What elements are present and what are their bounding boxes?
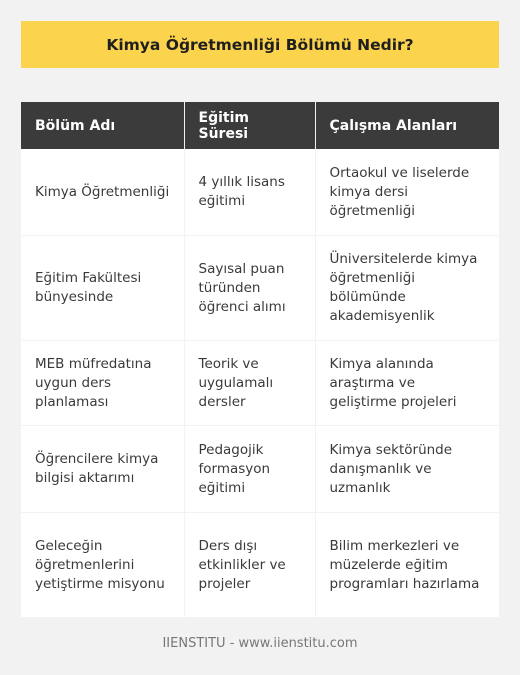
table-cell: Pedagojik formasyon eğitimi [184,426,315,513]
table-cell: Bilim merkezleri ve müzelerde eğitim programları hazırlama [315,513,499,618]
table-row [21,341,499,426]
table-cell: MEB müfredatına uygun ders planlaması [21,341,184,426]
table-cell: Kimya Öğretmenliği [21,149,184,236]
table-cell: Ders dışı etkinlikler ve projeler [184,513,315,618]
table-cell: 4 yıllık lisans eğitimi [184,149,315,236]
table-row [21,236,499,341]
header-bolum-adi: Bölüm Adı [21,102,184,149]
table-cell: Öğrencilere kimya bilgisi aktarımı [21,426,184,513]
table-row [21,149,499,236]
header-egitim-suresi: Eğitim Süresi [184,102,315,149]
table-cell: Kimya alanında araştırma ve geliştirme projeleri [315,341,499,426]
table-cell: Kimya sektöründe danışmanlık ve uzmanlık [315,426,499,513]
page-title: Kimya Öğretmenliği Bölümü Nedir? [106,35,414,54]
info-table [21,102,499,618]
table-cell: Sayısal puan türünden öğrenci alımı [184,236,315,341]
table-header-row [21,102,499,149]
footer-credit: IIENSTITU - www.iienstitu.com [162,636,358,651]
table-cell: Teorik ve uygulamalı dersler [184,341,315,426]
table-row [21,426,499,513]
table-cell: Üniversitelerde kimya öğretmenliği bölümünde akademisyenlik [315,236,499,341]
table-cell: Geleceğin öğretmenlerini yetiştirme misyonu [21,513,184,618]
table-cell: Ortaokul ve liselerde kimya dersi öğretmenliği [315,149,499,236]
table-cell: Eğitim Fakültesi bünyesinde [21,236,184,341]
header-calisma-alanlari: Çalışma Alanları [315,102,499,149]
title-banner [21,21,499,68]
table-row [21,513,499,618]
